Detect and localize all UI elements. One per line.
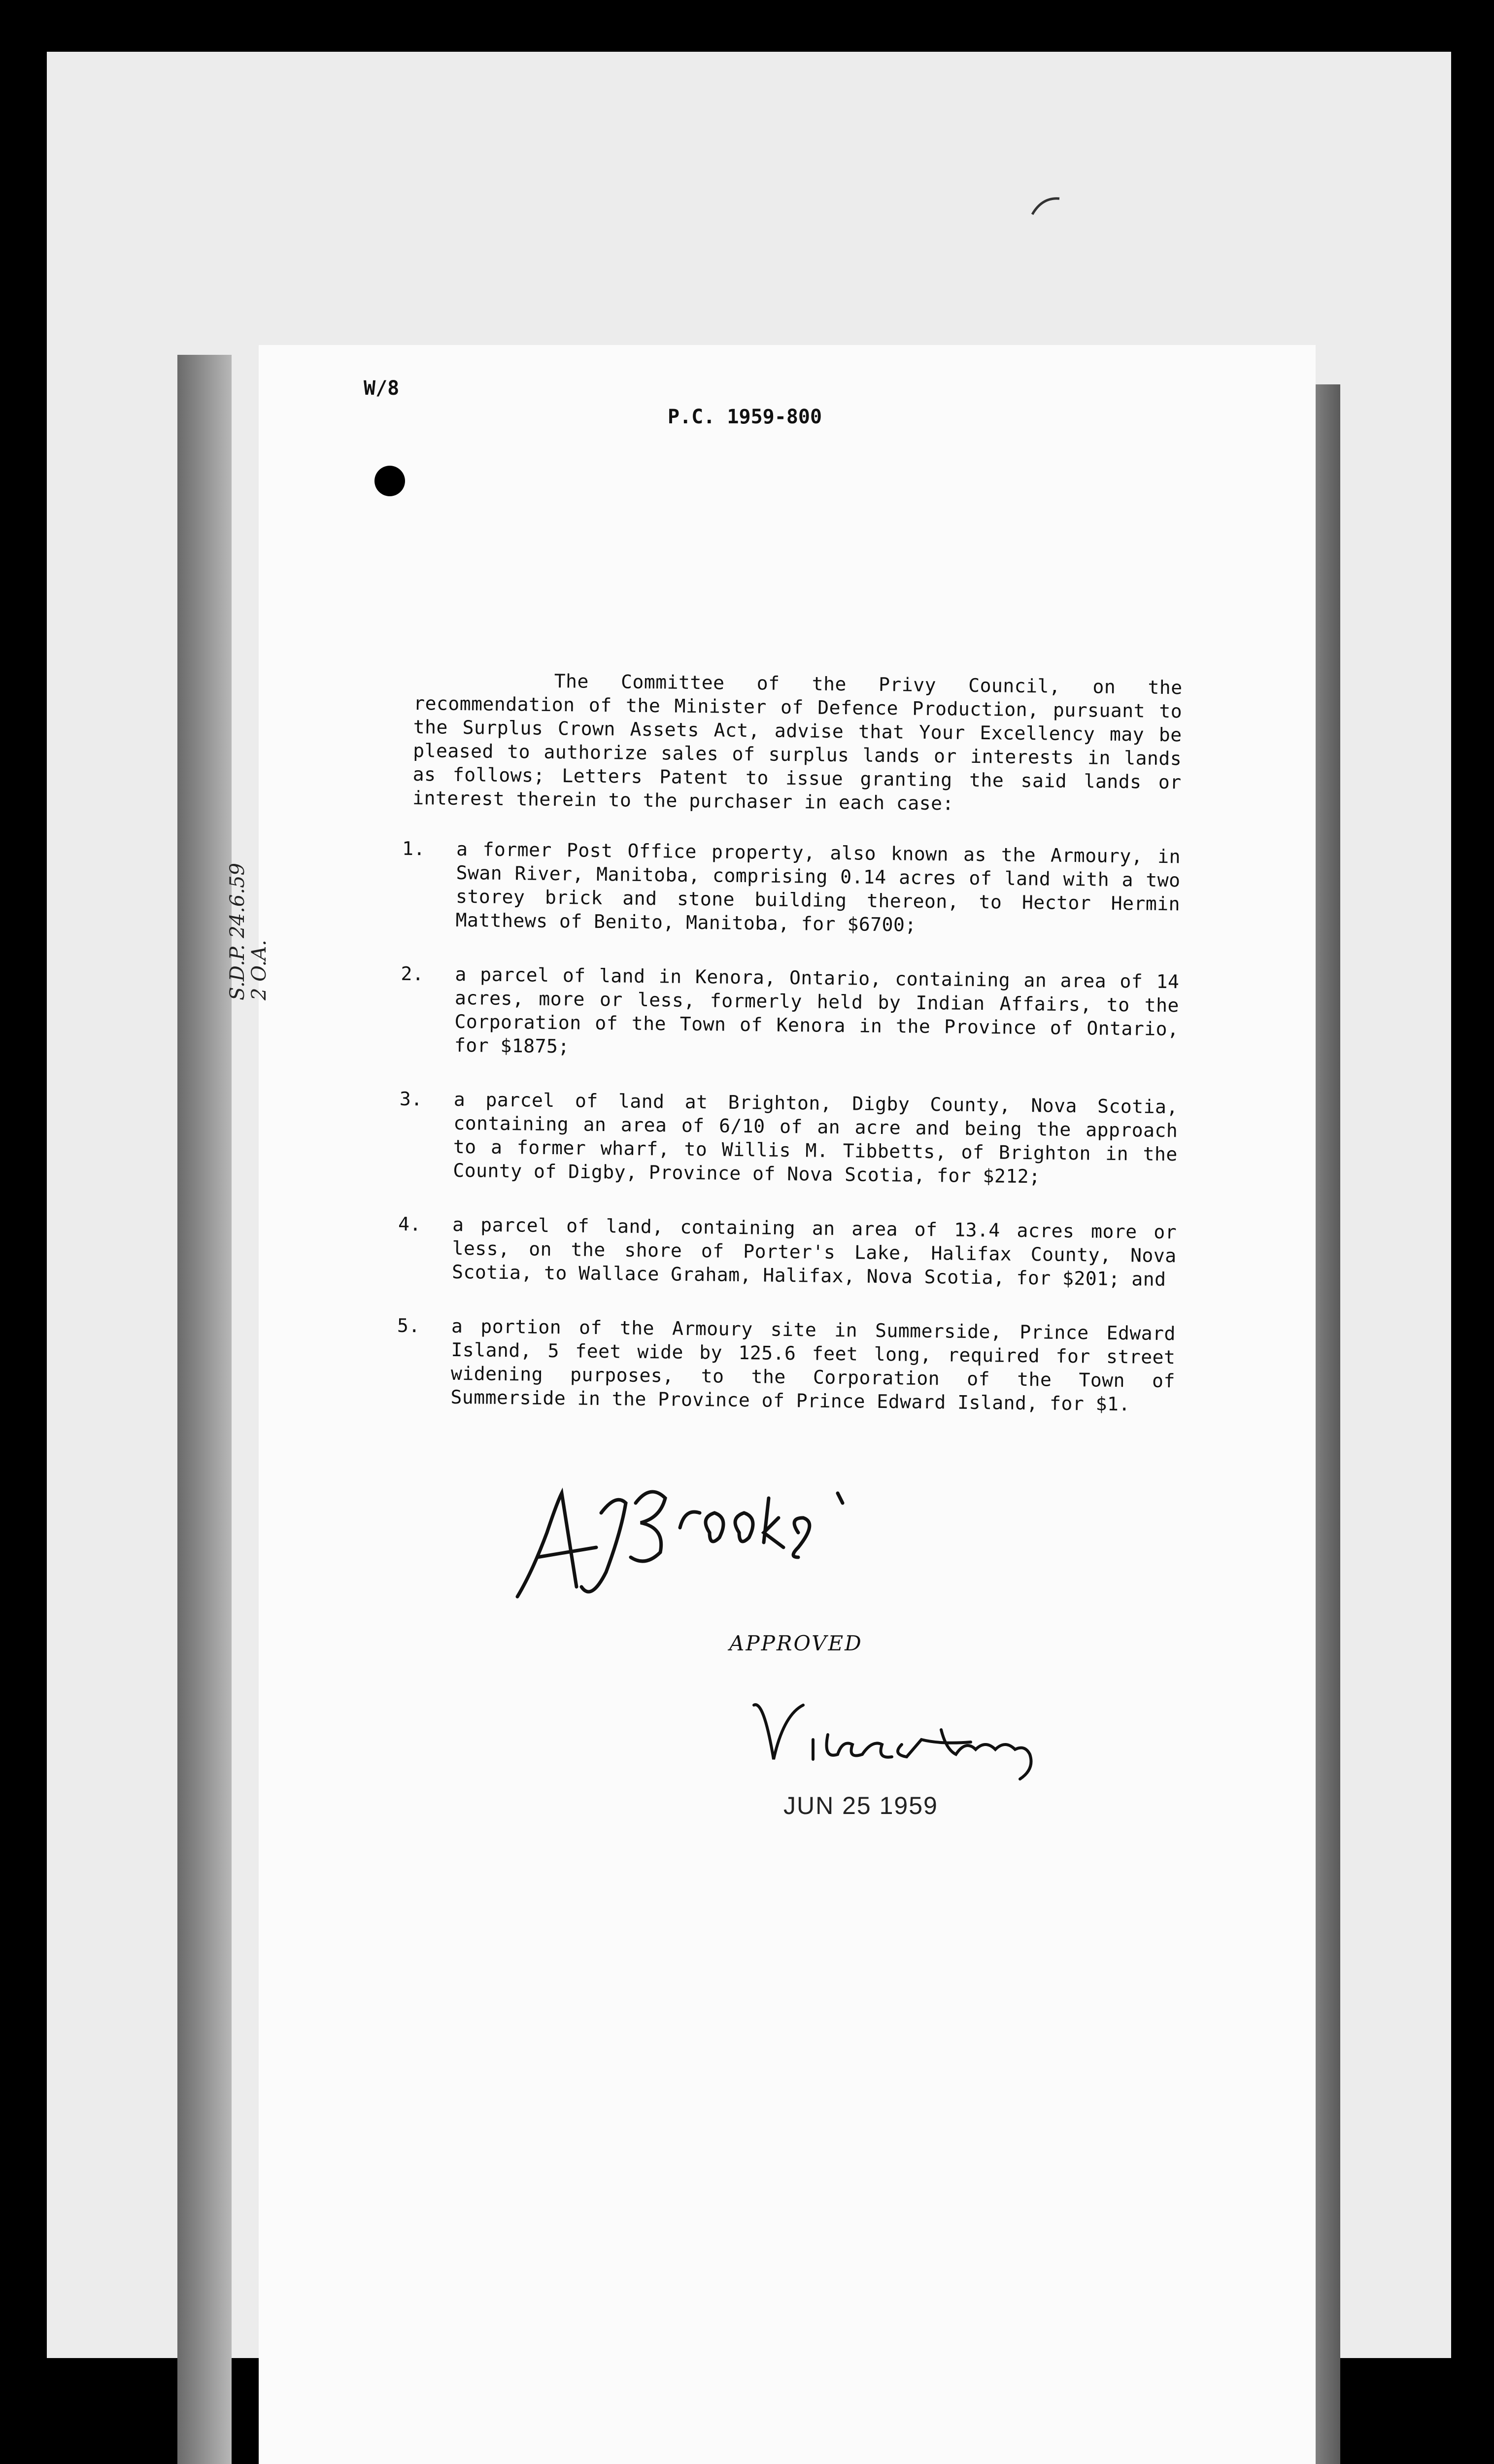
order-body <box>397 668 1183 1447</box>
list-item-text: a parcel of land at Brighton, Digby County, Nova Scotia, containing an area of 6/10 of an acre and being the approach to a former wharf, to Willis M. Tibbetts, of Brighton in the County of Digby, Province of Nova Scotia, for $212; <box>453 1088 1178 1188</box>
list-item-number: 5. <box>397 1314 421 1337</box>
date-stamp: JUN 25 1959 <box>783 1792 938 1819</box>
signature-brooks <box>503 1473 877 1611</box>
list-item <box>399 1087 1178 1190</box>
margin-annotation-line-2: 2 O.A. <box>248 940 271 1000</box>
margin-annotation-line-1: S.D.P. 24.6.59 <box>226 863 249 1000</box>
list-item-number: 4. <box>398 1213 422 1235</box>
approved-label: APPROVED <box>729 1631 863 1655</box>
list-item-text: a former Post Office property, also known as the Armoury, in Swan River, Manitoba, comprising 0.14 acres of land with a two storey brick and stone building thereon, to Hector Hermin Matthews of Benito, Manitoba, for $6700; <box>455 838 1181 936</box>
frame-shadow-left <box>177 355 232 2464</box>
punch-hole-icon <box>374 466 405 496</box>
list-item-number: 3. <box>399 1088 423 1110</box>
list-item-text: a portion of the Armoury site in Summerside, Prince Edward Island, 5 feet wide by 125.6 feet long, required for street widening purposes, to the Corporation of the Town of Summerside in the Province of Prince Edward Island, for $1. <box>450 1315 1176 1415</box>
list-item <box>402 837 1181 939</box>
list-item <box>401 962 1180 1064</box>
list-item-number: 2. <box>401 962 424 985</box>
list-item-text: a parcel of land, containing an area of 13.4 acres more or less, on the shore of Porter's Lake, Halifax County, Nova Scotia, to Wallace Graham, Halifax, Nova Scotia, for $201; and <box>451 1213 1177 1291</box>
list-item <box>398 1212 1177 1291</box>
list-item <box>397 1314 1176 1416</box>
order-number: P.C. 1959-800 <box>668 406 822 428</box>
margin-annotation <box>227 863 270 1000</box>
intro-paragraph: The Committee of the Privy Council, on the recommendation of the Minister of Defence Production, pursuant to the Surplus Crown Assets Act, advise that Your Excellency may be pleased to authorize sales of surplus lands or interests in lands as follows; Letters Patent to issue granting the said lands or interest therein to the purchaser in each case: <box>412 670 1183 815</box>
list-item-number: 1. <box>402 837 426 860</box>
signature-massey <box>744 1685 1050 1784</box>
list-item-text: a parcel of land in Kenora, Ontario, containing an area of 14 acres, more or less, formerly held by Indian Affairs, to the Corporation of the Town of Kenora in the Province of Ontario, for $1875; <box>454 963 1180 1058</box>
pencil-mark-icon <box>1030 195 1074 219</box>
file-reference: W/8 <box>364 377 400 400</box>
